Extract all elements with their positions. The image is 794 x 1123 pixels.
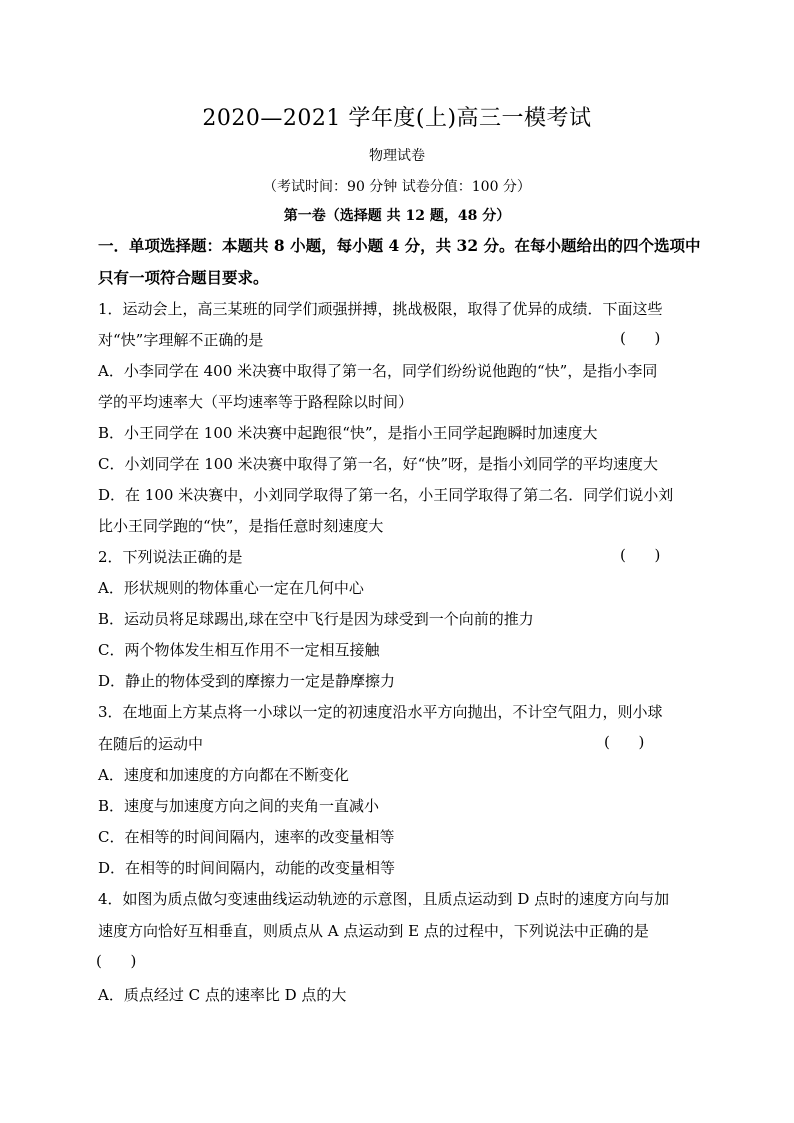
q3-option-b: B．速度与加速度方向之间的夹角一直减小 (98, 797, 380, 815)
q1-option-a-line1: A．小李同学在 400 米决赛中取得了第一名，同学们纷纷说他跑的“快”，是指小李同 (98, 362, 658, 380)
part-title: 第一卷（选择题 共 12 题，48 分） (283, 208, 511, 224)
q4-answer-blank: ( ) (96, 952, 137, 970)
q1-stem-line1: 1．运动会上，高三某班的同学们顽强拼搏，挑战极限，取得了优异的成绩．下面这些 (98, 300, 663, 318)
q3-option-a: A．速度和加速度的方向都在不断变化 (98, 766, 349, 784)
q2-option-d: D．静止的物体受到的摩擦力一定是静摩擦力 (98, 672, 396, 690)
q1-answer-blank: ( ) (620, 329, 661, 347)
q3-answer-blank: ( ) (604, 733, 645, 751)
q1-option-b: B．小王同学在 100 米决赛中起跑很“快”，是指小王同学起跑瞬时加速度大 (98, 424, 598, 442)
q2-option-c: C．两个物体发生相互作用不一定相互接触 (98, 641, 380, 659)
q1-stem-line2: 对“快”字理解不正确的是 (98, 331, 264, 349)
q2-option-b: B．运动员将足球踢出,球在空中飞行是因为球受到一个向前的推力 (98, 610, 534, 628)
q3-stem-line2: 在随后的运动中 (98, 735, 204, 753)
q1-option-d-line1: D．在 100 米决赛中，小刘同学取得了第一名，小王同学取得了第二名．同学们说小刘 (98, 486, 674, 504)
q2-answer-blank: ( ) (620, 546, 661, 564)
q1-option-d-line2: 比小王同学跑的“快”，是指任意时刻速度大 (98, 517, 384, 535)
q4-option-a: A．质点经过 C 点的速率比 D 点的大 (98, 986, 347, 1004)
q3-stem-line1: 3．在地面上方某点将一小球以一定的初速度沿水平方向抛出，不计空气阻力，则小球 (98, 703, 663, 721)
exam-subject: 物理试卷 (369, 148, 425, 164)
q2-stem: 2．下列说法正确的是 (98, 548, 243, 566)
q4-stem-line1: 4．如图为质点做匀变速曲线运动轨迹的示意图，且质点运动到 D 点时的速度方向与加 (98, 890, 670, 908)
q3-option-d: D．在相等的时间间隔内，动能的改变量相等 (98, 859, 396, 877)
exam-info: （考试时间：90 分钟 试卷分值：100 分） (263, 179, 531, 195)
q1-option-a-line2: 学的平均速率大（平均速率等于路程除以时间） (98, 393, 414, 411)
q3-option-c: C．在相等的时间间隔内，速率的改变量相等 (98, 828, 395, 846)
q1-option-c: C．小刘同学在 100 米决赛中取得了第一名，好“快”呀，是指小刘同学的平均速度大 (98, 455, 658, 473)
section-instruction-line1: 一．单项选择题：本题共 8 小题，每小题 4 分，共 32 分。在每小题给出的四个选项中 (98, 236, 701, 255)
q4-stem-line2: 速度方向恰好互相垂直，则质点从 A 点运动到 E 点的过程中，下列说法中正确的是 (98, 922, 649, 940)
q2-option-a: A．形状规则的物体重心一定在几何中心 (98, 579, 364, 597)
exam-title: 2020—2021 学年度(上)高三一模考试 (202, 106, 592, 131)
section-instruction-line2: 只有一项符合题目要求。 (98, 268, 269, 287)
